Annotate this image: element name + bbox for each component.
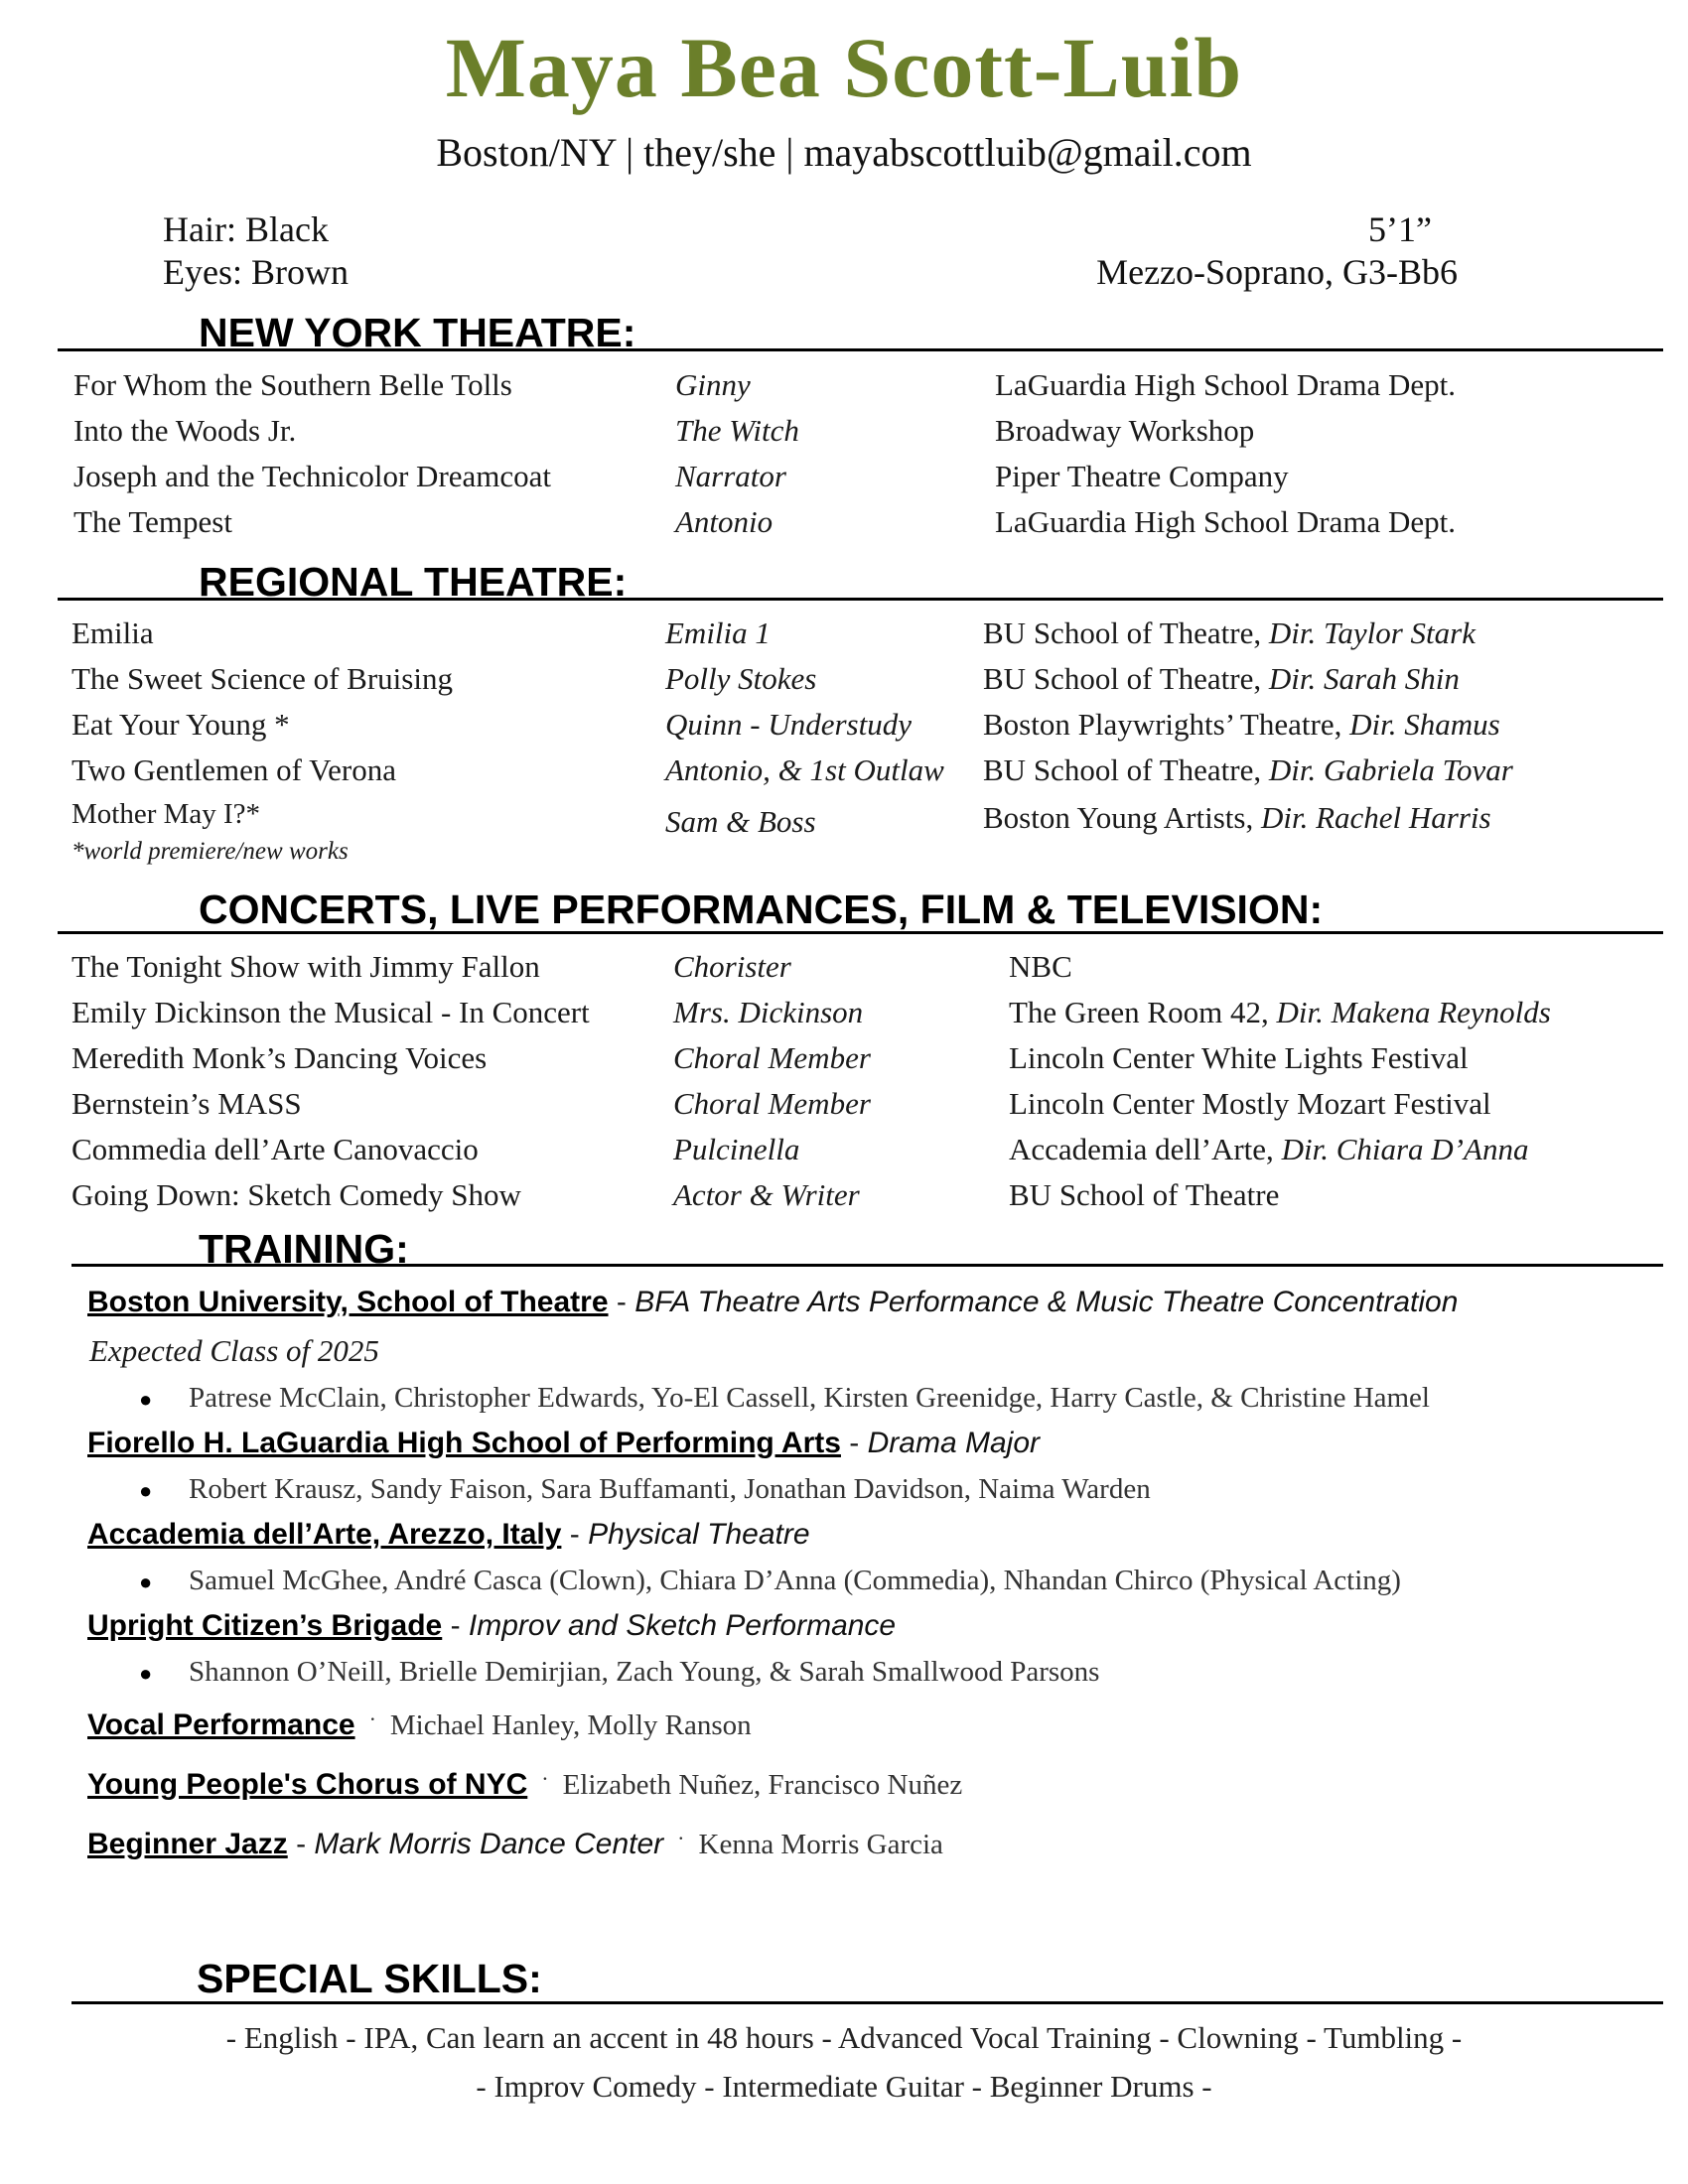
- training-institution: Accademia dell’Arte, Arezzo, Italy: [87, 1518, 562, 1551]
- eye-color: Eyes: Brown: [163, 252, 349, 292]
- credit-title: Going Down: Sketch Comedy Show: [71, 1177, 521, 1212]
- training-entry-jazz: Beginner Jazz - Mark Morris Dance Center · Kenna Morris Garcia: [87, 1826, 943, 1860]
- credit-title: Mother May I?*: [71, 798, 261, 830]
- section-heading-training: TRAINING:: [199, 1226, 409, 1272]
- section-heading-regional: REGIONAL THEATRE:: [199, 559, 628, 605]
- venue-name: Boston Playwrights’ Theatre,: [983, 707, 1350, 742]
- training-program: Mark Morris Dance Center: [314, 1828, 664, 1860]
- credit-title: Eat Your Young *: [71, 707, 290, 742]
- venue-name: BU School of Theatre,: [983, 752, 1269, 787]
- training-institution: Young People's Chorus of NYC: [87, 1768, 528, 1801]
- credit-venue: Piper Theatre Company: [995, 459, 1289, 493]
- training-teachers: ● Robert Krausz, Sandy Faison, Sara Buffamanti, Jonathan Davidson, Naima Warden: [139, 1473, 1151, 1505]
- credit-venue: [1009, 949, 1072, 985]
- credit-role: Antonio: [675, 504, 774, 539]
- credit-title: For Whom the Southern Belle Tolls: [73, 367, 512, 402]
- venue-director: Dir. Chiara D’Anna: [1281, 1132, 1529, 1166]
- credit-title: Commedia dell’Arte Canovaccio: [71, 1132, 479, 1166]
- venue-director: Dir. Rachel Harris: [1260, 800, 1491, 835]
- credit-role: Ginny: [675, 367, 751, 402]
- credit-venue: [983, 800, 1491, 836]
- venue-name: Lincoln Center White Lights Festival: [1009, 1040, 1469, 1075]
- credit-title: Bernstein’s MASS: [71, 1086, 302, 1121]
- venue-director: Dir. Gabriela Tovar: [1268, 752, 1513, 787]
- credit-role: Pulcinella: [673, 1132, 800, 1166]
- section-rule: [58, 931, 1663, 934]
- section-heading-skills: SPECIAL SKILLS:: [197, 1956, 542, 2001]
- footnote: *world premiere/new works: [71, 838, 349, 865]
- credit-title: The Tonight Show with Jimmy Fallon: [71, 949, 540, 984]
- section-rule: [58, 348, 1663, 351]
- training-entry-ucb: Upright Citizen’s Brigade - Improv and Sketch Performance: [87, 1609, 897, 1642]
- section-rule: [71, 2001, 1663, 2004]
- credit-title: Meredith Monk’s Dancing Voices: [71, 1040, 488, 1075]
- credit-role: Actor & Writer: [673, 1177, 860, 1212]
- training-institution: Fiorello H. LaGuardia High School of Performing Arts: [87, 1427, 841, 1459]
- training-teachers: ● Samuel McGhee, André Casca (Clown), Chiara D’Anna (Commedia), Nhandan Chirco (Physical Acting): [139, 1565, 1401, 1596]
- credit-role: Antonio, & 1st Outlaw: [665, 752, 944, 787]
- section-rule: [71, 1264, 1663, 1267]
- training-class-year: Expected Class of 2025: [89, 1333, 379, 1368]
- credit-role: Sam & Boss: [665, 804, 816, 839]
- credit-role: Mrs. Dickinson: [673, 995, 864, 1029]
- contact-line: Boston/NY | they/she | mayabscottluib@gmail.com: [436, 130, 1252, 175]
- training-entry-laguardia: Fiorello H. LaGuardia High School of Performing Arts - Drama Major: [87, 1427, 1040, 1459]
- teacher-list: Patrese McClain, Christopher Edwards, Yo-El Cassell, Kirsten Greenidge, Harry Castle, & Christine Hamel: [189, 1382, 1430, 1414]
- credit-title: The Sweet Science of Bruising: [71, 661, 453, 696]
- credit-role: Polly Stokes: [665, 661, 817, 696]
- skills-line-2: - Improv Comedy - Intermediate Guitar - Beginner Drums -: [476, 2069, 1212, 2104]
- credit-venue: [1009, 1132, 1528, 1167]
- venue-director: Dir. Makena Reynolds: [1276, 995, 1551, 1029]
- venue-name: BU School of Theatre,: [983, 661, 1269, 696]
- teacher-list: Kenna Morris Garcia: [698, 1829, 943, 1860]
- venue-director: Dir. Shamus: [1349, 707, 1500, 742]
- teacher-list: Elizabeth Nuñez, Francisco Nuñez: [562, 1769, 963, 1801]
- training-entry-ypc: Young People's Chorus of NYC · Elizabeth Nuñez, Francisco Nuñez: [87, 1766, 963, 1801]
- credit-venue: [1009, 1177, 1279, 1213]
- section-heading-new-york: NEW YORK THEATRE:: [199, 310, 636, 355]
- credit-venue: [1009, 1040, 1469, 1076]
- training-entry-accademia: Accademia dell’Arte, Arezzo, Italy - Physical Theatre: [87, 1518, 810, 1551]
- section-heading-concerts: CONCERTS, LIVE PERFORMANCES, FILM & TELEVISION:: [199, 887, 1324, 932]
- credit-role: Emilia 1: [665, 615, 771, 650]
- teacher-list: Robert Krausz, Sandy Faison, Sara Buffamanti, Jonathan Davidson, Naima Warden: [189, 1473, 1151, 1505]
- credit-venue: [983, 661, 1460, 697]
- training-program: BFA Theatre Arts Performance & Music Theatre Concentration: [634, 1286, 1459, 1318]
- credit-role: The Witch: [675, 413, 799, 448]
- teacher-list: Shannon O’Neill, Brielle Demirjian, Zach Young, & Sarah Smallwood Parsons: [189, 1656, 1100, 1688]
- training-institution: Vocal Performance: [87, 1708, 355, 1741]
- teacher-list: Samuel McGhee, André Casca (Clown), Chiara D’Anna (Commedia), Nhandan Chirco (Physical Acting): [189, 1565, 1401, 1596]
- credit-title: Joseph and the Technicolor Dreamcoat: [73, 459, 552, 493]
- credit-title: Two Gentlemen of Verona: [71, 752, 396, 787]
- credit-role: Quinn - Understudy: [665, 707, 912, 742]
- credit-title: Emilia: [71, 615, 154, 650]
- section-rule: [58, 598, 1663, 601]
- venue-name: NBC: [1009, 949, 1072, 984]
- training-entry-bu: Boston University, School of Theatre - BFA Theatre Arts Performance & Music Theatre Concentration: [87, 1286, 1459, 1318]
- teacher-list: Michael Hanley, Molly Ranson: [389, 1709, 752, 1741]
- venue-name: Boston Young Artists,: [983, 800, 1261, 835]
- training-institution: Beginner Jazz: [87, 1828, 288, 1860]
- credit-title: The Tempest: [73, 504, 232, 539]
- credit-venue: [1009, 1086, 1491, 1122]
- credit-title: Emily Dickinson the Musical - In Concert: [71, 995, 590, 1029]
- training-teachers: ● Patrese McClain, Christopher Edwards, Yo-El Cassell, Kirsten Greenidge, Harry Castle, & Christine Hamel: [139, 1382, 1430, 1414]
- credit-role: Choral Member: [673, 1040, 871, 1075]
- credit-venue: LaGuardia High School Drama Dept.: [995, 367, 1457, 402]
- credit-venue: [983, 615, 1476, 651]
- venue-director: Dir. Sarah Shin: [1268, 661, 1460, 696]
- credit-title: Into the Woods Jr.: [73, 413, 297, 448]
- credit-venue: [983, 752, 1513, 788]
- training-institution: Boston University, School of Theatre: [87, 1286, 609, 1318]
- venue-name: BU School of Theatre,: [983, 615, 1269, 650]
- credit-venue: LaGuardia High School Drama Dept.: [995, 504, 1457, 539]
- hair-color: Hair: Black: [163, 209, 329, 249]
- venue-name: Lincoln Center Mostly Mozart Festival: [1009, 1086, 1491, 1121]
- training-entry-vocal: Vocal Performance · Michael Hanley, Molly Ranson: [87, 1706, 752, 1741]
- training-program: Drama Major: [867, 1427, 1040, 1459]
- skills-line-1: - English - IPA, Can learn an accent in 48 hours - Advanced Vocal Training - Clowning - Tumbling -: [225, 2020, 1463, 2055]
- credit-role: Chorister: [673, 949, 791, 984]
- credit-venue: [1009, 995, 1551, 1030]
- training-teachers: ● Shannon O’Neill, Brielle Demirjian, Zach Young, & Sarah Smallwood Parsons: [139, 1656, 1100, 1688]
- venue-name: The Green Room 42,: [1009, 995, 1277, 1029]
- training-program: Physical Theatre: [588, 1518, 810, 1551]
- venue-name: Accademia dell’Arte,: [1009, 1132, 1282, 1166]
- voice-range: Mezzo-Soprano, G3-Bb6: [1096, 252, 1458, 292]
- resume-name: Maya Bea Scott-Luib: [445, 20, 1243, 115]
- credit-role: Narrator: [675, 459, 786, 493]
- venue-director: Dir. Taylor Stark: [1268, 615, 1476, 650]
- credit-role: Choral Member: [673, 1086, 871, 1121]
- credit-venue: [983, 707, 1500, 743]
- height: 5’1”: [1368, 209, 1432, 249]
- training-institution: Upright Citizen’s Brigade: [87, 1609, 443, 1642]
- training-program: Improv and Sketch Performance: [468, 1609, 897, 1642]
- venue-name: BU School of Theatre: [1009, 1177, 1280, 1212]
- credit-venue: Broadway Workshop: [995, 413, 1255, 448]
